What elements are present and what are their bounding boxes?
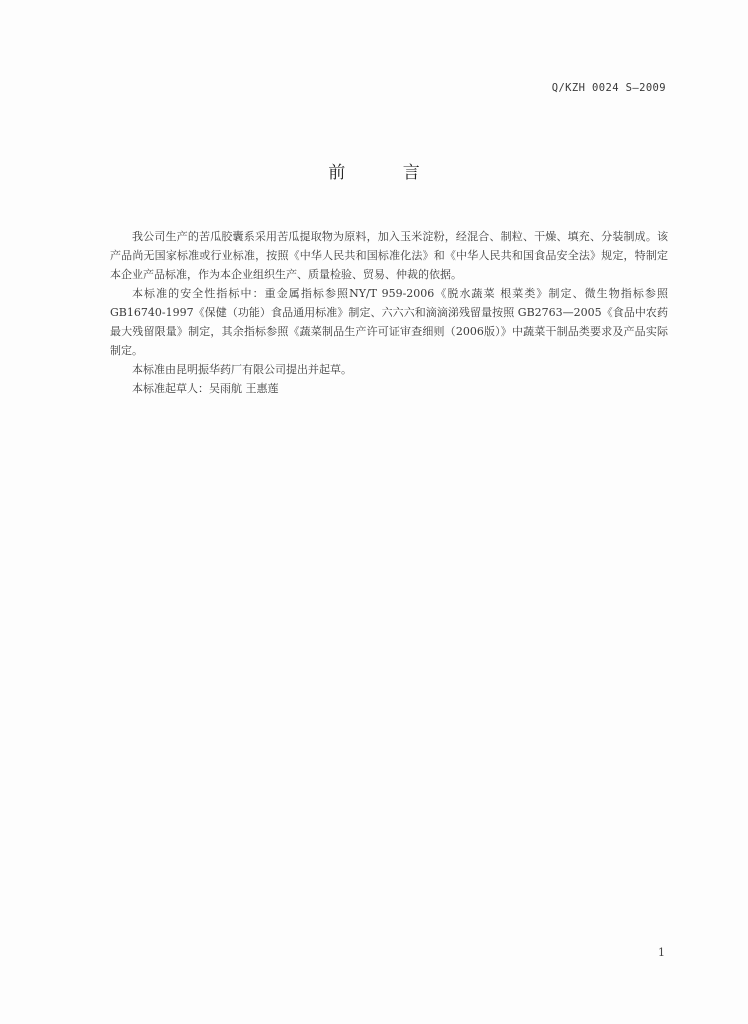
paragraph-product-description: 我公司生产的苦瓜胶囊系采用苦瓜提取物为原料，加入玉米淀粉，经混合、制粒、干燥、填充、分装制成。该产品尚无国家标准或行业标准，按照《中华人民共和国标准化法》和《中华人民共和国食品安全法》规定，特制定本企业产品标准，作为本企业组织生产、质量检验、贸易、仲裁的依据。 <box>110 230 668 281</box>
paragraph-drafters: 本标准起草人：吴雨航 王惠莲 <box>132 382 279 395</box>
foreword-body <box>110 227 668 398</box>
paragraph-safety-indicators: 本标准的安全性指标中：重金属指标参照NY/T 959-2006《脱水蔬菜 根菜类》制定、微生物指标参照 GB16740-1997《保健（功能）食品通用标准》制定、六六六和滴滴涕残留量按照 GB2763—2005《食品中农药最大残留限量》制定，其余指标参照《蔬菜制品生产许可证审查细则（2006版）》中蔬菜干制品类要求及产品实际制定。 <box>110 287 668 357</box>
page-title: 前 言 <box>328 163 446 183</box>
paragraph-proposer: 本标准由昆明振华药厂有限公司提出并起草。 <box>132 363 352 376</box>
standard-code: Q/KZH 0024 S—2009 <box>551 82 666 94</box>
page-number: 1 <box>658 946 665 959</box>
